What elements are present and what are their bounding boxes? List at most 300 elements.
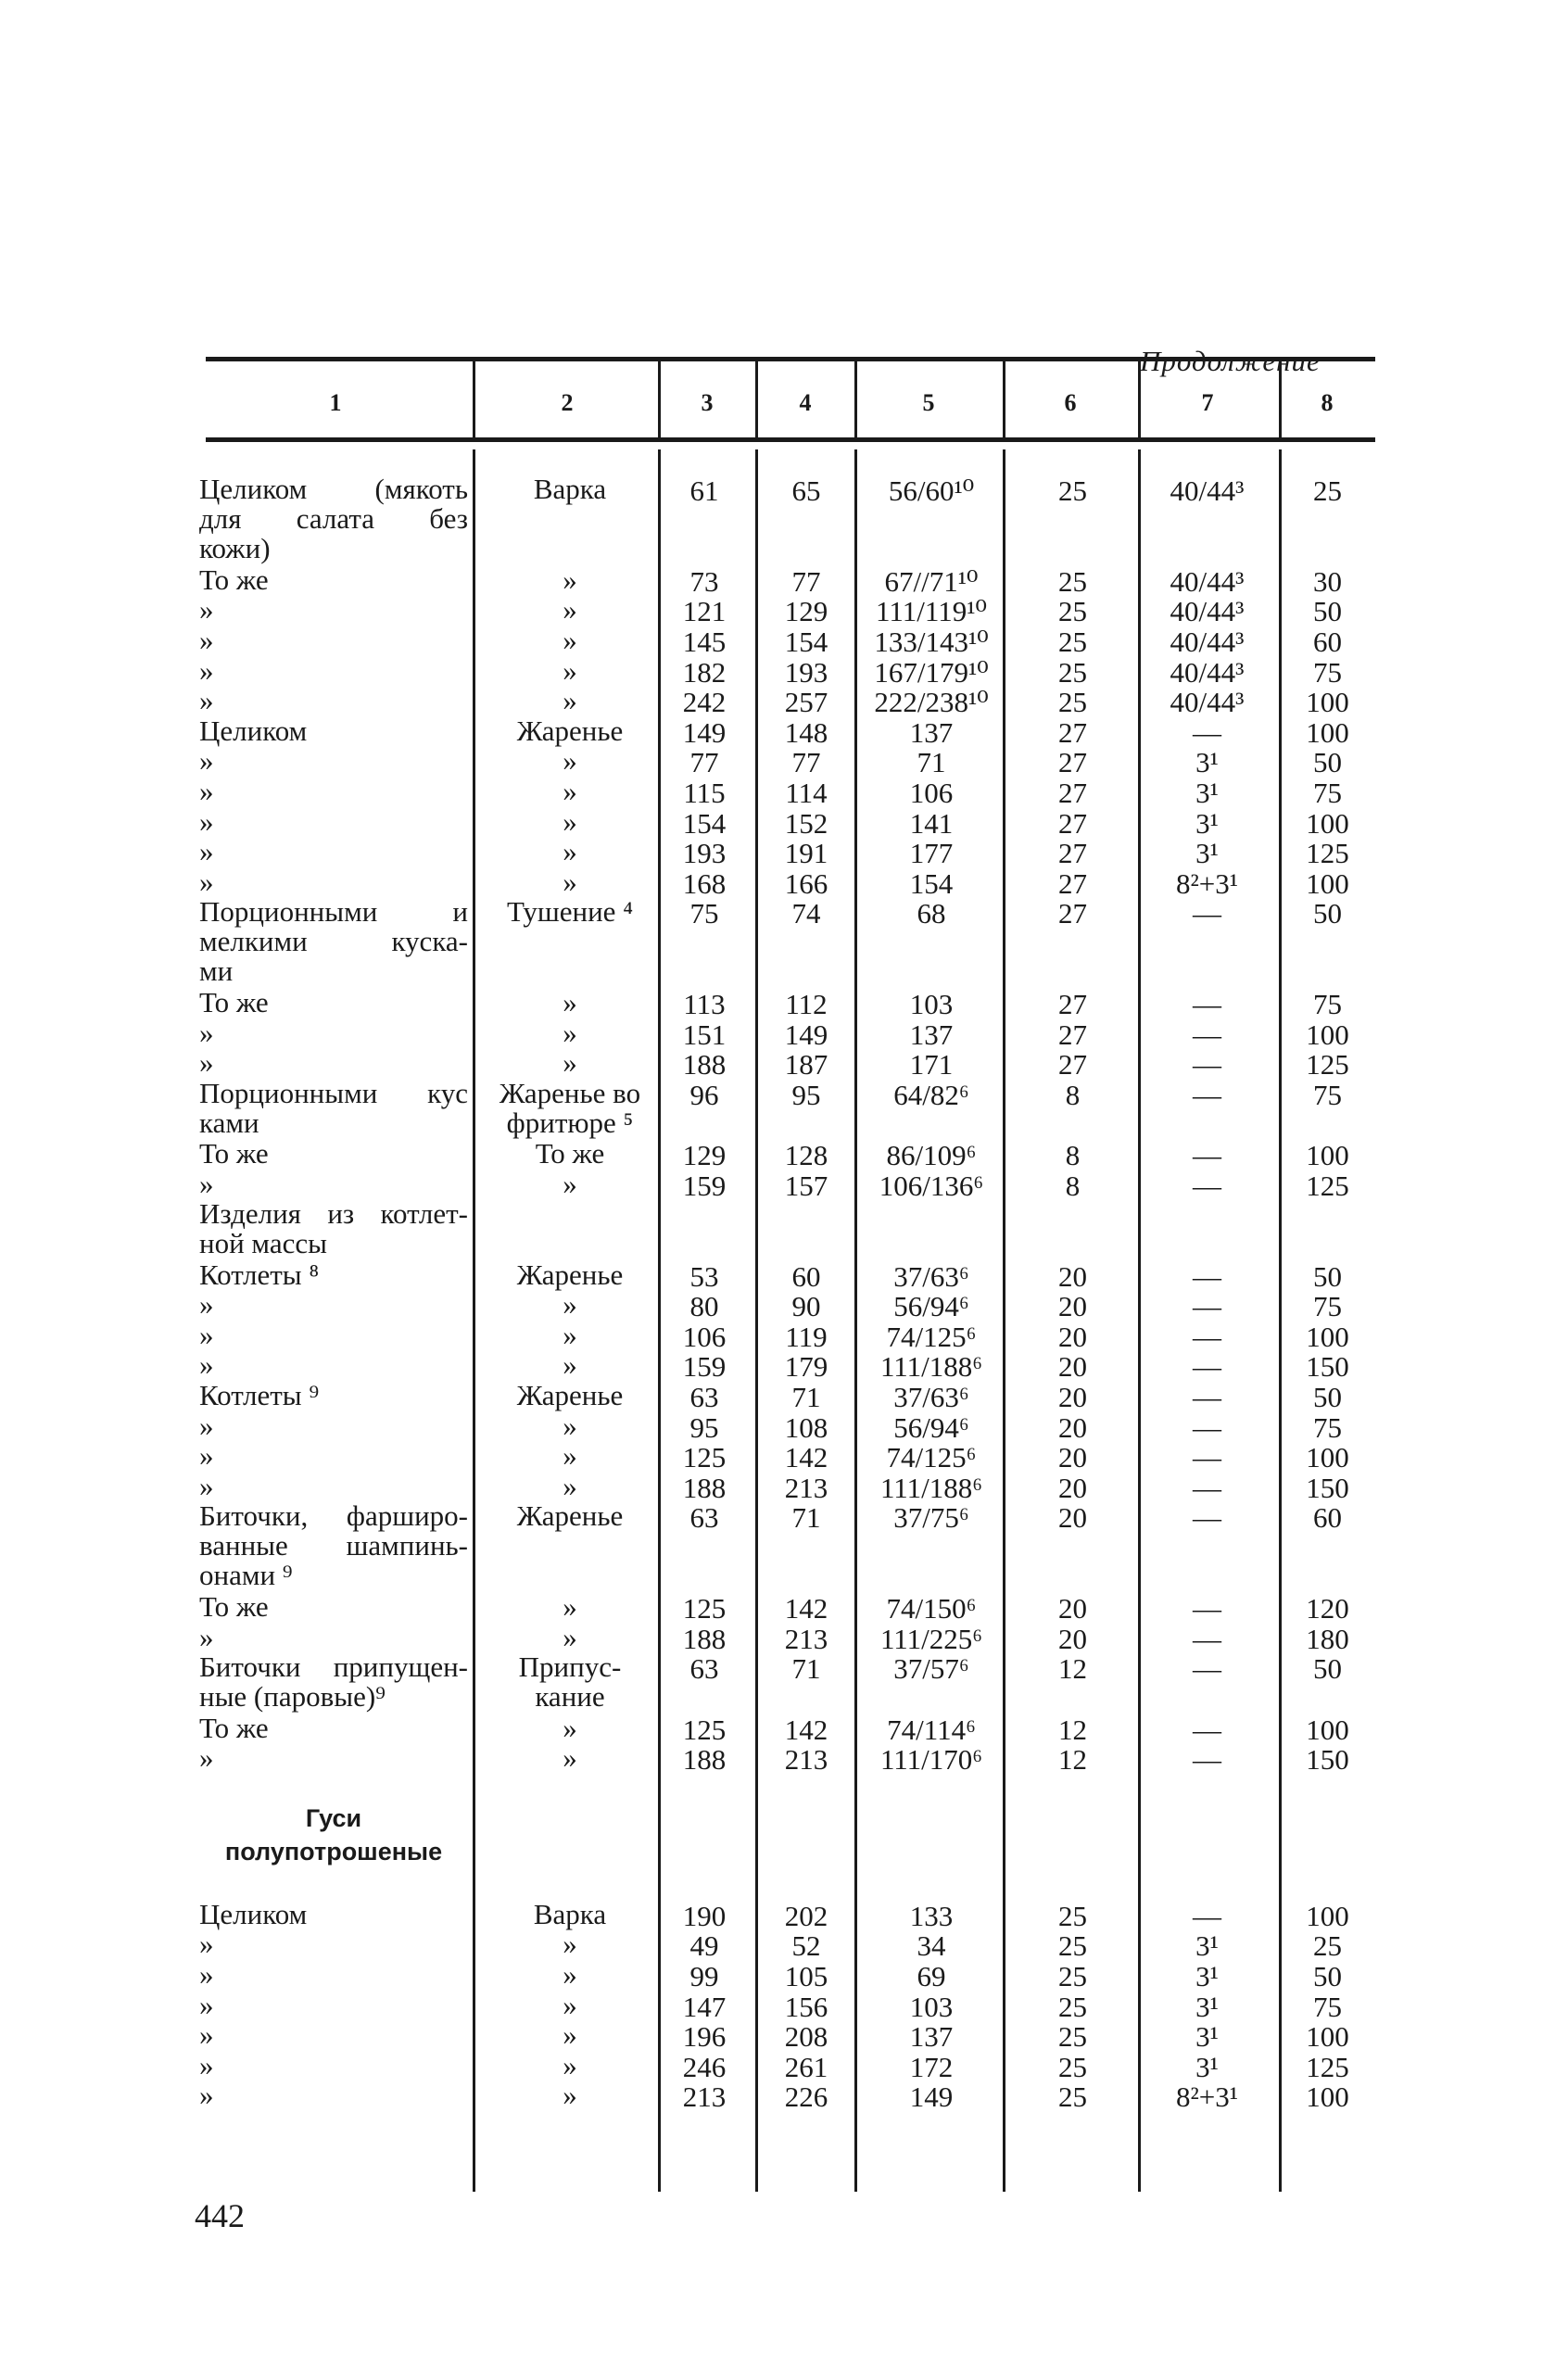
cooking-method [482, 897, 658, 927]
column-divider [1003, 361, 1005, 437]
value-col-6: 27 [1058, 866, 1087, 900]
cooking-method [482, 653, 658, 687]
column-number-4: 4 [799, 389, 812, 416]
value-col-6: 25 [1058, 1990, 1087, 2023]
value-col-4: 128 [784, 1139, 828, 1172]
cooking-method-line: » [563, 593, 577, 626]
value-col-4: 149 [784, 1018, 828, 1051]
value-col-3: 145 [682, 626, 727, 658]
value-col-8: 100 [1306, 1139, 1349, 1172]
product-name-line: ками [199, 1107, 259, 1139]
value-col-4: 71 [791, 1501, 821, 1535]
value-col-6: 25 [1058, 2050, 1087, 2083]
cooking-method [482, 867, 658, 897]
value-col-7: — [1193, 1441, 1221, 1474]
product-name-line: » [199, 1167, 214, 1200]
value-col-5: 133 [909, 1899, 954, 1932]
cooking-method [482, 1260, 658, 1290]
value-col-5: 68 [917, 897, 946, 930]
column-number-2: 2 [561, 389, 574, 416]
product-name [199, 1018, 468, 1048]
product-name [199, 2080, 468, 2110]
product-name [199, 1620, 468, 1653]
column-number-6: 6 [1064, 389, 1077, 416]
value-col-6: 25 [1058, 564, 1087, 598]
value-col-7: — [1193, 1713, 1221, 1746]
value-col-3: 159 [682, 1169, 727, 1202]
value-col-3: 196 [682, 2020, 727, 2054]
cooking-method [482, 565, 658, 595]
value-col-3: 115 [683, 777, 726, 809]
value-col-8: 75 [1313, 1079, 1342, 1111]
value-col-5: 177 [909, 837, 954, 870]
value-col-6: 27 [1058, 1048, 1087, 1081]
cooking-method [482, 474, 658, 504]
value-col-5: 74/125⁶ [886, 1320, 977, 1353]
value-col-3: 63 [689, 1381, 719, 1413]
product-name-line: ные (паровые)⁹ [199, 1680, 386, 1714]
cooking-method-line: Варка [533, 473, 607, 505]
value-col-5: 37/75⁶ [893, 1501, 969, 1535]
value-col-7: 3¹ [1195, 1960, 1219, 1992]
value-col-5: 74/114⁶ [887, 1713, 976, 1746]
value-col-7: — [1193, 715, 1221, 749]
value-col-7: 3¹ [1195, 2050, 1219, 2083]
cooking-method [482, 1350, 658, 1380]
section-title-line: Гуси [305, 1803, 362, 1832]
value-col-3: 213 [682, 2080, 727, 2114]
value-col-7: 40/44³ [1170, 595, 1245, 628]
value-col-8: 75 [1313, 655, 1342, 689]
product-name [199, 1167, 468, 1200]
value-col-7: 3¹ [1195, 837, 1219, 870]
value-col-8: 50 [1313, 746, 1342, 779]
cooking-method-line: » [563, 1711, 577, 1744]
product-name [199, 1048, 468, 1078]
value-col-6: 8 [1065, 1079, 1081, 1111]
value-col-4: 208 [784, 2020, 828, 2054]
value-col-6: 27 [1058, 806, 1087, 840]
value-col-4: 257 [784, 686, 828, 719]
value-col-4: 60 [791, 1259, 821, 1293]
value-col-8: 150 [1306, 1743, 1349, 1777]
value-col-5: 103 [909, 988, 954, 1021]
value-col-6: 20 [1058, 1471, 1087, 1504]
cooking-method [482, 1469, 658, 1502]
product-name [199, 1988, 468, 2021]
value-col-8: 50 [1313, 1960, 1342, 1992]
value-col-4: 142 [784, 1441, 828, 1474]
value-col-7: — [1193, 1471, 1221, 1504]
cooking-method-line: » [563, 1620, 577, 1653]
product-name [199, 1897, 468, 1930]
value-col-3: 49 [689, 1929, 719, 1963]
value-col-5: 154 [909, 866, 954, 900]
value-col-8: 75 [1313, 1290, 1342, 1323]
cooking-method [482, 1048, 658, 1078]
product-name [199, 595, 468, 625]
value-col-6: 20 [1058, 1592, 1087, 1625]
cooking-method [482, 626, 658, 655]
value-col-6: 25 [1058, 2020, 1087, 2054]
cooking-method [482, 988, 658, 1018]
product-name [199, 653, 468, 687]
product-name-line: » [199, 684, 214, 717]
product-name-line: » [199, 1288, 214, 1322]
cooking-method-line: » [563, 1439, 577, 1473]
cooking-method-line: » [563, 1469, 577, 1502]
value-col-5: 37/63⁶ [893, 1381, 969, 1413]
cooking-method-line: Жаренье [516, 1379, 624, 1411]
product-name [199, 1501, 468, 1590]
value-col-8: 100 [1306, 2080, 1349, 2114]
value-col-5: 141 [909, 806, 954, 840]
product-name [199, 2020, 468, 2050]
value-col-4: 187 [784, 1048, 828, 1081]
value-col-5: 74/150⁶ [886, 1592, 977, 1625]
value-col-5: 74/125⁶ [886, 1441, 977, 1474]
product-name-line: Котлеты ⁸ [199, 1258, 320, 1291]
product-name-line: То же [199, 563, 269, 596]
value-col-5: 167/179¹⁰ [874, 655, 989, 689]
value-col-7: 40/44³ [1170, 626, 1245, 658]
product-name [199, 1929, 468, 1959]
product-name-line: » [199, 1318, 214, 1351]
cooking-method [482, 746, 658, 776]
product-name-line: Порционными и [199, 895, 468, 929]
value-col-8: 75 [1313, 777, 1342, 809]
value-col-8: 125 [1306, 2050, 1349, 2083]
column-number-3: 3 [701, 389, 714, 416]
value-col-3: 63 [689, 1652, 719, 1686]
cooking-method-line: Припус- [518, 1650, 622, 1684]
cooking-method-line: » [563, 1928, 577, 1961]
product-name [199, 1260, 468, 1290]
cooking-method [482, 595, 658, 625]
value-col-8: 100 [1306, 1441, 1349, 1474]
value-col-3: 77 [689, 746, 719, 779]
cooking-method-line: Тушение ⁴ [506, 895, 634, 929]
value-col-4: 166 [784, 866, 828, 900]
cooking-method [482, 1897, 658, 1930]
value-col-3: 80 [689, 1290, 719, 1323]
value-col-3: 129 [682, 1139, 727, 1172]
product-name [199, 1743, 468, 1773]
product-name-line: » [199, 653, 214, 687]
value-col-8: 100 [1306, 806, 1349, 840]
cooking-method-line: » [563, 2018, 577, 2052]
cooking-method-line: » [563, 744, 577, 778]
value-col-8: 50 [1313, 1259, 1342, 1293]
product-name [199, 1960, 468, 1990]
cooking-method [482, 2080, 658, 2110]
value-col-7: — [1193, 988, 1221, 1021]
cooking-method-line: » [563, 1016, 577, 1049]
cooking-method-line: » [563, 624, 577, 656]
value-col-3: 61 [689, 474, 719, 507]
cooking-method-line: фритюре ⁵ [506, 1107, 634, 1139]
cooking-method-line: » [563, 1167, 577, 1200]
value-col-5: 103 [909, 1990, 954, 2023]
product-name [199, 1441, 468, 1471]
value-col-4: 157 [784, 1169, 828, 1202]
cooking-method [482, 1929, 658, 1959]
value-col-7: — [1193, 1652, 1221, 1686]
product-name-line: То же [199, 986, 269, 1019]
cooking-method-line: Жаренье [516, 714, 624, 747]
product-name [199, 1079, 468, 1138]
product-name [199, 1139, 468, 1169]
value-col-3: 188 [682, 1471, 727, 1504]
value-col-4: 77 [791, 564, 821, 598]
column-divider [473, 449, 475, 2192]
value-col-6: 25 [1058, 474, 1087, 507]
value-col-7: 3¹ [1195, 1990, 1219, 2023]
product-name-line: Порционными кус [199, 1077, 468, 1109]
value-col-4: 191 [784, 837, 828, 870]
value-col-5: 137 [909, 2020, 954, 2054]
product-name-line: » [199, 1439, 214, 1473]
cooking-method-line: Жаренье [516, 1499, 624, 1533]
cooking-method [482, 1318, 658, 1351]
product-name [199, 1199, 468, 1258]
cooking-method-line: » [563, 1741, 577, 1775]
column-number-7: 7 [1201, 389, 1214, 416]
value-col-7: 8²+3¹ [1175, 2080, 1239, 2114]
value-col-5: 37/57⁶ [893, 1652, 969, 1686]
value-col-8: 100 [1306, 1018, 1349, 1051]
product-name [199, 746, 468, 776]
value-col-3: 147 [682, 1990, 727, 2023]
product-name [199, 897, 468, 986]
column-divider [1138, 361, 1141, 437]
value-col-5: 71 [917, 746, 946, 779]
value-col-8: 75 [1313, 1410, 1342, 1444]
cooking-method-line: » [563, 563, 577, 596]
value-col-5: 37/63⁶ [893, 1259, 969, 1293]
value-col-4: 156 [784, 1990, 828, 2023]
value-col-6: 12 [1058, 1743, 1087, 1777]
value-col-6: 20 [1058, 1622, 1087, 1655]
product-name-line: » [199, 1988, 214, 2021]
value-col-7: 40/44³ [1170, 655, 1245, 689]
product-name-line: » [199, 1958, 214, 1991]
product-name-line: Изделия из котлет- [199, 1197, 468, 1231]
column-number-8: 8 [1321, 389, 1334, 416]
value-col-5: 67//71¹⁰ [884, 564, 979, 598]
product-name-line: онами ⁹ [199, 1559, 293, 1592]
value-col-8: 30 [1313, 564, 1342, 598]
value-col-3: 99 [689, 1960, 719, 1992]
value-col-4: 142 [784, 1592, 828, 1625]
value-col-6: 8 [1065, 1139, 1081, 1172]
cooking-method-line: » [563, 775, 577, 807]
value-col-6: 27 [1058, 837, 1087, 870]
value-col-6: 27 [1058, 988, 1087, 1021]
value-col-6: 27 [1058, 746, 1087, 779]
value-col-7: — [1193, 1350, 1221, 1384]
continued-label [1140, 345, 1321, 378]
value-col-8: 50 [1313, 1381, 1342, 1413]
value-col-8: 50 [1313, 595, 1342, 628]
value-col-6: 27 [1058, 1018, 1087, 1051]
value-col-7: — [1193, 1899, 1221, 1932]
value-col-7: — [1193, 897, 1221, 930]
value-col-4: 213 [784, 1743, 828, 1777]
product-name-line: То же [199, 1711, 269, 1744]
value-col-3: 193 [682, 837, 727, 870]
value-col-4: 129 [784, 595, 828, 628]
value-col-4: 179 [784, 1350, 828, 1384]
value-col-7: 3¹ [1195, 806, 1219, 840]
value-col-6: 25 [1058, 626, 1087, 658]
value-col-3: 125 [682, 1713, 727, 1746]
value-col-5: 69 [917, 1960, 946, 1992]
product-name [199, 1290, 468, 1320]
value-col-6: 25 [1058, 655, 1087, 689]
product-name [199, 565, 468, 595]
value-col-3: 121 [682, 595, 727, 628]
product-name-line: » [199, 1016, 214, 1049]
column-divider [755, 449, 758, 2192]
value-col-4: 193 [784, 655, 828, 689]
value-col-8: 180 [1306, 1622, 1349, 1655]
value-col-4: 213 [784, 1622, 828, 1655]
product-name-line: » [199, 775, 214, 807]
value-col-3: 63 [689, 1501, 719, 1535]
value-col-5: 133/143¹⁰ [874, 626, 989, 658]
product-name [199, 1411, 468, 1441]
value-col-7: — [1193, 1592, 1221, 1625]
value-col-4: 112 [785, 988, 828, 1021]
cooking-method [482, 1988, 658, 2021]
value-col-3: 151 [682, 1018, 727, 1051]
value-col-5: 34 [917, 1929, 946, 1963]
product-name-line: ми [199, 955, 234, 988]
column-divider [1279, 361, 1282, 437]
cooking-method-line: » [563, 1288, 577, 1322]
value-col-6: 25 [1058, 595, 1087, 628]
value-col-3: 96 [689, 1079, 719, 1111]
product-name [199, 686, 468, 715]
value-col-6: 25 [1058, 1899, 1087, 1932]
value-col-7: 3¹ [1195, 746, 1219, 779]
value-col-6: 27 [1058, 777, 1087, 809]
product-name [199, 474, 468, 563]
value-col-8: 100 [1306, 1713, 1349, 1746]
product-name-line: » [199, 2018, 214, 2052]
product-name [199, 626, 468, 655]
section-title-line: полупотрошеные [224, 1837, 443, 1865]
value-col-4: 90 [791, 1290, 821, 1323]
value-col-8: 100 [1306, 686, 1349, 719]
value-col-6: 25 [1058, 1960, 1087, 1992]
value-col-8: 50 [1313, 1652, 1342, 1686]
product-name-line: » [199, 865, 214, 898]
value-col-7: — [1193, 1048, 1221, 1081]
value-col-8: 60 [1313, 626, 1342, 658]
value-col-3: 113 [683, 988, 726, 1021]
cooking-method [482, 716, 658, 746]
cooking-method [482, 804, 658, 838]
value-col-3: 106 [682, 1320, 727, 1353]
cooking-method [482, 837, 658, 866]
value-col-8: 100 [1306, 715, 1349, 749]
value-col-7: — [1193, 1018, 1221, 1051]
value-col-8: 100 [1306, 866, 1349, 900]
cooking-method [482, 1501, 658, 1531]
value-col-3: 190 [682, 1899, 727, 1932]
product-name-line: » [199, 744, 214, 778]
cooking-method [482, 2048, 658, 2081]
product-name [199, 1652, 468, 1712]
product-name [199, 1318, 468, 1351]
value-col-8: 150 [1306, 1350, 1349, 1384]
value-col-8: 125 [1306, 1048, 1349, 1081]
value-col-7: — [1193, 1501, 1221, 1535]
value-col-3: 188 [682, 1622, 727, 1655]
value-col-5: 111/188⁶ [879, 1471, 983, 1504]
product-name [199, 777, 468, 806]
cooking-method [482, 1620, 658, 1653]
value-col-3: 75 [689, 897, 719, 930]
value-col-6: 20 [1058, 1290, 1087, 1323]
product-name-line: Целиком [199, 714, 308, 747]
value-col-4: 114 [785, 777, 828, 809]
product-name [199, 837, 468, 866]
section-title [199, 1802, 468, 1868]
cooking-method [482, 2020, 658, 2050]
column-divider [1279, 449, 1282, 2192]
cooking-method [482, 1743, 658, 1773]
product-name-line: » [199, 1741, 214, 1775]
value-col-4: 226 [784, 2080, 828, 2114]
header-bottom-rule [206, 437, 1375, 442]
value-col-7: — [1193, 1169, 1221, 1202]
value-col-4: 119 [785, 1320, 828, 1353]
value-col-6: 27 [1058, 897, 1087, 930]
value-col-3: 95 [689, 1410, 719, 1444]
value-col-5: 172 [909, 2050, 954, 2083]
value-col-7: — [1193, 1743, 1221, 1777]
product-name-line: » [199, 1620, 214, 1653]
product-name [199, 716, 468, 746]
product-name-line: » [199, 2048, 214, 2081]
value-col-4: 152 [784, 806, 828, 840]
value-col-6: 20 [1058, 1410, 1087, 1444]
cooking-method [482, 1711, 658, 1744]
product-name-line: » [199, 2079, 214, 2112]
value-col-6: 20 [1058, 1350, 1087, 1384]
value-col-6: 20 [1058, 1441, 1087, 1474]
cooking-method [482, 1441, 658, 1471]
value-col-8: 150 [1306, 1471, 1349, 1504]
value-col-7: 40/44³ [1170, 564, 1245, 598]
value-col-3: 168 [682, 866, 727, 900]
product-name-line: » [199, 1469, 214, 1502]
column-divider [755, 361, 758, 437]
value-col-6: 20 [1058, 1320, 1087, 1353]
value-col-7: — [1193, 1320, 1221, 1353]
value-col-5: 86/109⁶ [886, 1139, 977, 1172]
table-top-rule [206, 357, 1375, 361]
product-name [199, 988, 468, 1018]
value-col-3: 125 [682, 1441, 727, 1474]
product-name [199, 1350, 468, 1380]
value-col-4: 65 [791, 474, 821, 507]
value-col-3: 73 [689, 564, 719, 598]
cooking-method-line: » [563, 804, 577, 838]
